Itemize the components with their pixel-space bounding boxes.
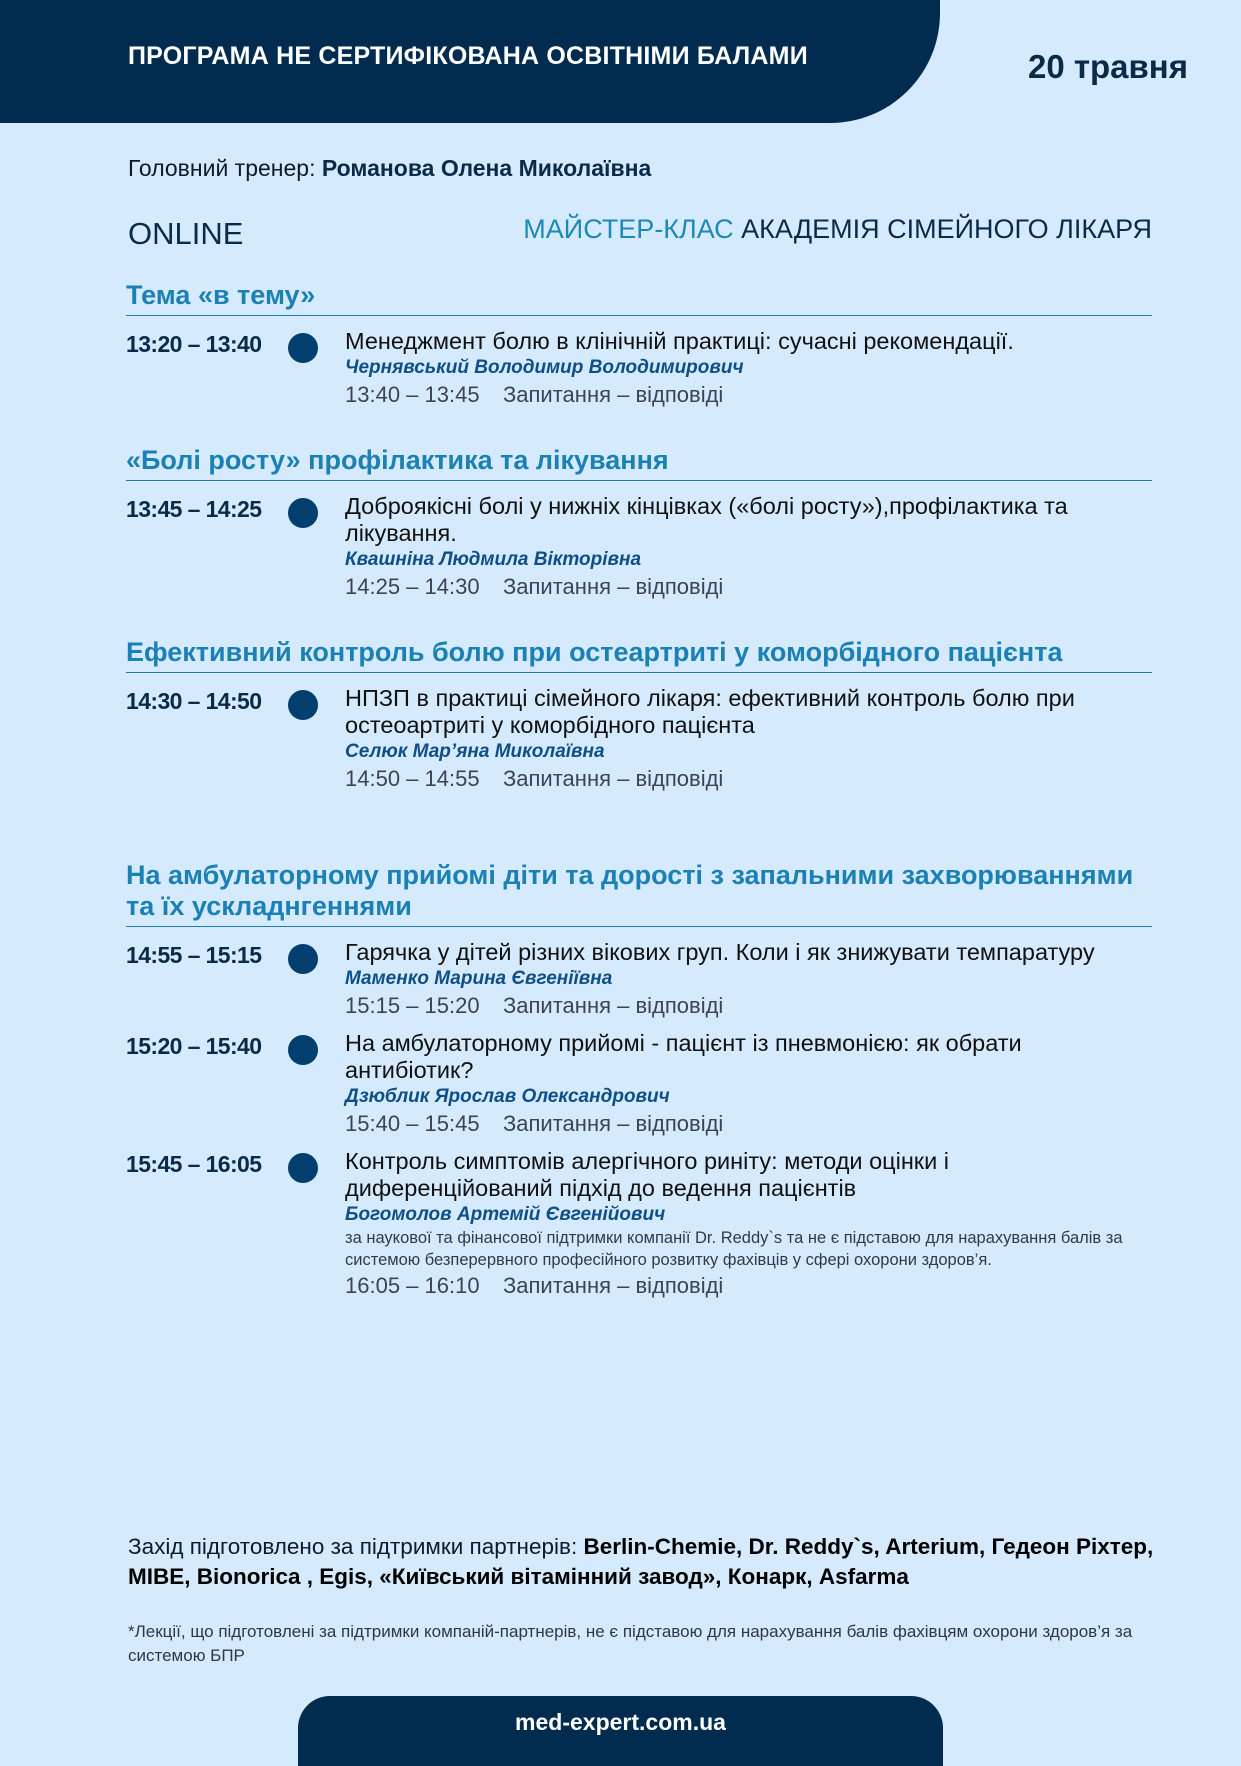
bullet-dot-icon xyxy=(288,498,318,528)
talk-speaker: Селюк Мар’яна Миколаївна xyxy=(345,741,605,762)
talk-title: Гарячка у дітей різних вікових груп. Коли і як знижувати темпаратуру xyxy=(345,939,1095,965)
qa-label: Запитання – відповіді xyxy=(503,993,724,1018)
talk-title: На амбулаторному прийомі - пацієнт із пневмонією: як обрати антибіотик? xyxy=(345,1030,1022,1083)
qa-line xyxy=(345,572,1152,601)
header-banner xyxy=(0,0,940,123)
section-title: На амбулаторному прийомі діти та дорості з запальними захворюваннями та їх ускладнгеннями xyxy=(126,860,1152,927)
section-title: Тема «в тему» xyxy=(126,280,1152,316)
talk-speaker: Маменко Марина Євгеніївна xyxy=(345,968,613,989)
talk-time: 14:55 – 15:15 xyxy=(126,942,262,968)
website-link[interactable]: med-expert.com.ua xyxy=(515,1709,726,1735)
talk-title: Контроль симптомів алергічного риніту: методи оцінки і диференційований підхід до ведення пацієнтів xyxy=(345,1148,949,1201)
qa-time: 16:05 – 16:10 xyxy=(345,1273,480,1298)
qa-line xyxy=(345,1109,1152,1138)
talk-title: НПЗП в практиці сімейного лікаря: ефективний контроль болю при остеоартриті у коморбідного пацієнта xyxy=(345,685,1075,738)
partners-statement xyxy=(128,1532,1168,1592)
talk-speaker: Чернявський Володимир Володимирович xyxy=(345,357,744,378)
qa-label: Запитання – відповіді xyxy=(503,1273,724,1298)
qa-label: Запитання – відповіді xyxy=(503,574,724,599)
qa-time: 14:25 – 14:30 xyxy=(345,574,480,599)
qa-line xyxy=(345,380,1152,409)
qa-line xyxy=(345,1271,1152,1300)
qa-label: Запитання – відповіді xyxy=(503,382,724,407)
qa-line xyxy=(345,764,1152,793)
bullet-dot-icon xyxy=(288,333,318,363)
footer-bar xyxy=(298,1696,943,1766)
talk-item xyxy=(126,328,1152,409)
talk-time: 13:45 – 14:25 xyxy=(126,496,262,522)
talk-title: Менеджмент болю в клінічній практиці: сучасні рекомендації. xyxy=(345,328,1014,354)
talk-time: 14:30 – 14:50 xyxy=(126,688,262,714)
talk-item xyxy=(126,1030,1152,1138)
partners-label: Захід підготовлено за підтримки партнерів: xyxy=(128,1534,584,1559)
talk-item xyxy=(126,685,1152,793)
head-trainer-label: Головний тренер: xyxy=(128,155,322,181)
bullet-dot-icon xyxy=(288,690,318,720)
bullet-dot-icon xyxy=(288,1153,318,1183)
head-trainer xyxy=(128,155,651,182)
partners-names: Berlin-Chemie, Dr. Reddy`s, Arterium, Гедеон Ріхтер, MIBE, Bionorica , Egis, «Київський вітамінний завод», Конарк, Asfarma xyxy=(128,1534,1154,1589)
qa-line xyxy=(345,991,1152,1020)
qa-time: 14:50 – 14:55 xyxy=(345,766,480,791)
qa-time: 15:40 – 15:45 xyxy=(345,1111,480,1136)
bullet-dot-icon xyxy=(288,944,318,974)
sponsor-note: за наукової та фінансової підтримки компанії Dr. Reddy`s та не є підставою для нарахування балів за системою безперервного професійного розвитку фахівців у сфері охорони здоров’я. xyxy=(345,1229,1123,1269)
program-section xyxy=(126,860,1152,1300)
talk-time: 15:20 – 15:40 xyxy=(126,1033,262,1059)
talk-speaker: Квашніна Людмила Вікторівна xyxy=(345,549,642,570)
talk-speaker: Дзюблик Ярослав Олександрович xyxy=(345,1086,670,1107)
section-title: Ефективний контроль болю при остеартриті у коморбідного пацієнта xyxy=(126,637,1152,673)
talk-time: 13:20 – 13:40 xyxy=(126,331,262,357)
section-title: «Болі росту» профілактика та лікування xyxy=(126,445,1152,481)
talk-speaker: Богомолов Артемій Євгенійович xyxy=(345,1204,666,1225)
qa-label: Запитання – відповіді xyxy=(503,766,724,791)
masterclass-accent: МАЙСТЕР-КЛАС xyxy=(523,214,734,244)
masterclass-rest: АКАДЕМІЯ СІМЕЙНОГО ЛІКАРЯ xyxy=(733,214,1152,244)
talk-time: 15:45 – 16:05 xyxy=(126,1151,262,1177)
talk-title: Доброякісні болі у нижніх кінцівках («болі росту»),профілактика та лікування. xyxy=(345,493,1068,546)
talk-item xyxy=(126,939,1152,1020)
certification-notice: ПРОГРАМА НЕ СЕРТИФІКОВАНА ОСВІТНІМИ БАЛАМИ xyxy=(128,42,808,70)
program-section xyxy=(126,445,1152,601)
qa-time: 15:15 – 15:20 xyxy=(345,993,480,1018)
masterclass-title xyxy=(523,214,1152,245)
talk-item xyxy=(126,493,1152,601)
disclaimer: *Лекції, що підготовлені за підтримки компаній-партнерів, не є підставою для нарахування балів фахівцям охорони здоров’я за системою БПР xyxy=(128,1622,1133,1665)
qa-time: 13:40 – 13:45 xyxy=(345,382,480,407)
program-section xyxy=(126,280,1152,409)
bullet-dot-icon xyxy=(288,1035,318,1065)
event-date: 20 травня xyxy=(1027,48,1188,85)
qa-label: Запитання – відповіді xyxy=(503,1111,724,1136)
talk-item xyxy=(126,1148,1152,1300)
head-trainer-name: Романова Олена Миколаївна xyxy=(321,155,652,181)
event-format: ONLINE xyxy=(128,216,244,251)
program-section xyxy=(126,637,1152,793)
